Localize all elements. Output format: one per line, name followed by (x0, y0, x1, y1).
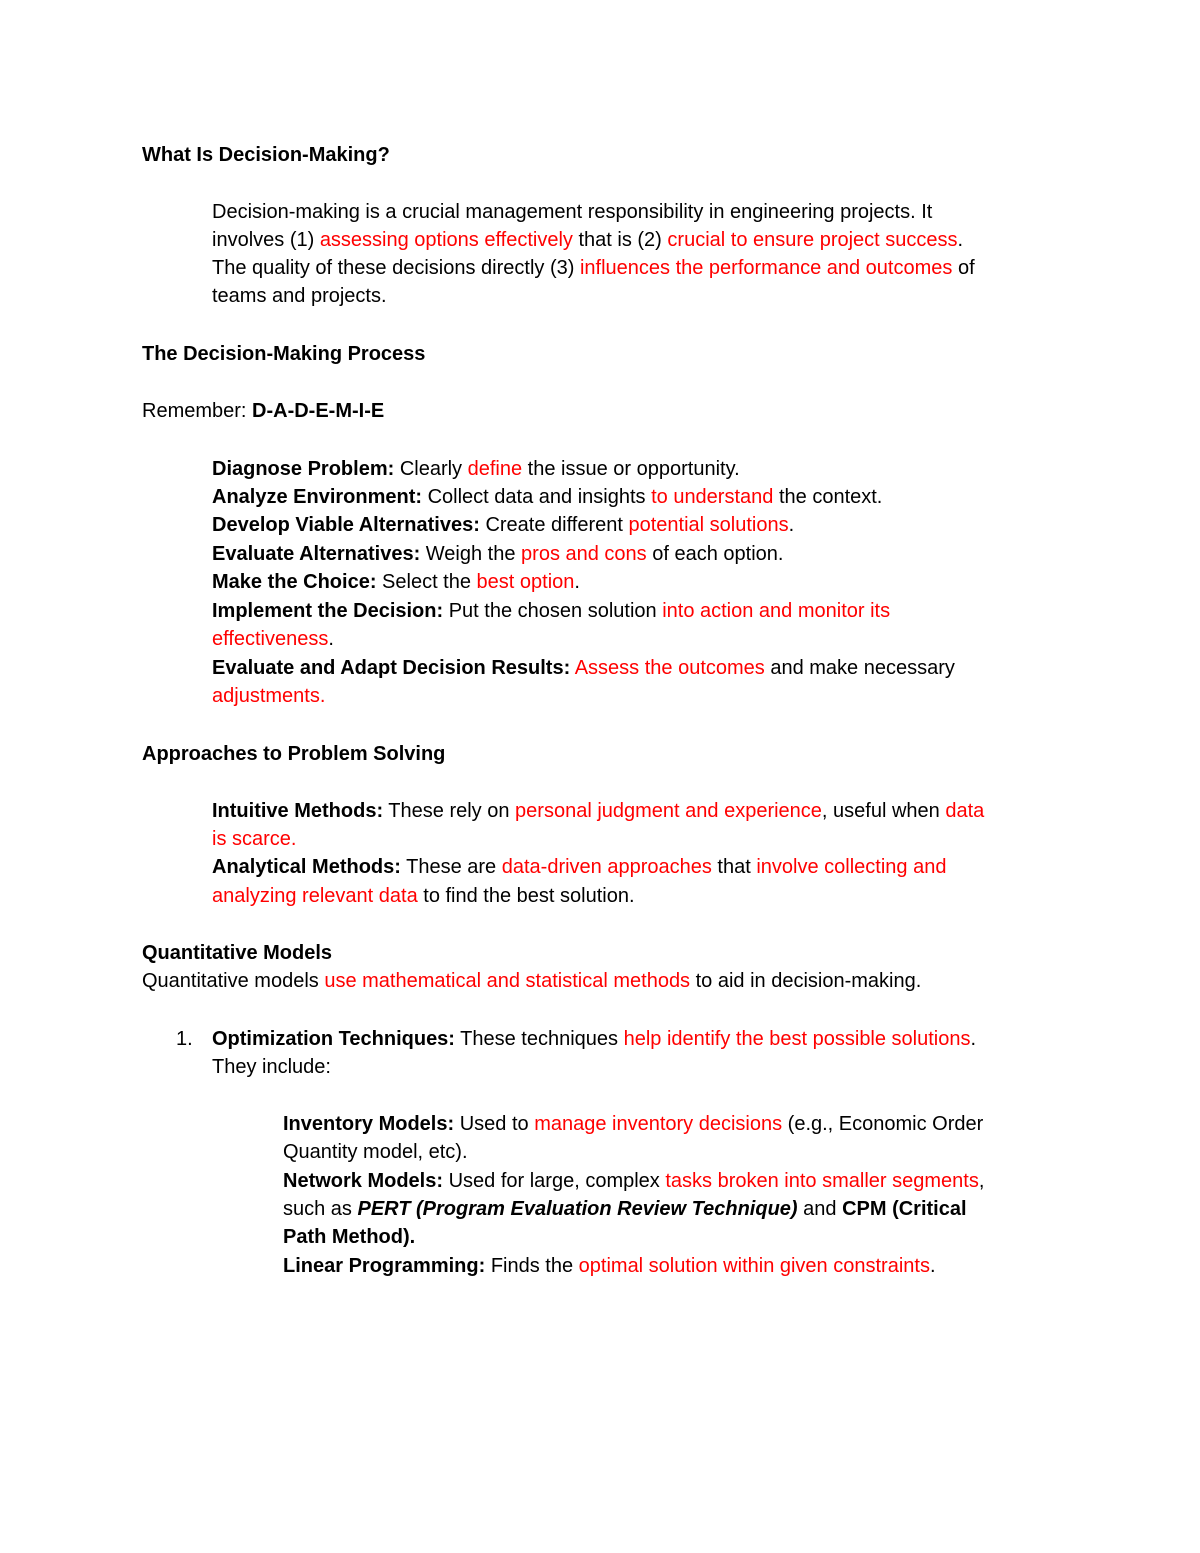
intro-paragraph-line-3: The quality of these decisions directly (3) influences the performance and outcomes of (212, 257, 975, 279)
step-implement-decision-cont: effectiveness. (212, 628, 334, 650)
mnemonic-line: Remember: D-A-D-E-M-I-E (142, 400, 385, 422)
network-models-cont-2: Path Method). (283, 1226, 416, 1248)
analytical-methods-cont: analyzing relevant data to find the best solution. (212, 885, 635, 907)
intro-paragraph-line-4: teams and projects. (212, 285, 387, 307)
linear-programming: Linear Programming: Finds the optimal solution within given constraints. (283, 1255, 936, 1277)
optimization-techniques: Optimization Techniques: These techniques help identify the best possible solutions. (212, 1028, 977, 1050)
heading-approaches: Approaches to Problem Solving (142, 743, 446, 765)
intuitive-methods: Intuitive Methods: These rely on personal judgment and experience, useful when data (212, 800, 985, 822)
quantitative-intro: Quantitative models use mathematical and statistical methods to aid in decision-making. (142, 970, 922, 992)
step-make-choice: Make the Choice: Select the best option. (212, 571, 580, 593)
step-evaluate-adapt: Evaluate and Adapt Decision Results: Assess the outcomes and make necessary (212, 657, 955, 679)
intro-paragraph-line-2: involves (1) assessing options effectively that is (2) crucial to ensure project success. (212, 229, 964, 251)
step-analyze-environment: Analyze Environment: Collect data and insights to understand the context. (212, 486, 883, 508)
heading-quantitative-models: Quantitative Models (142, 942, 333, 964)
mnemonic-value: D-A-D-E-M-I-E (252, 400, 385, 422)
inventory-models-cont: Quantity model, etc). (283, 1141, 468, 1163)
inventory-models: Inventory Models: Used to manage inventory decisions (e.g., Economic Order (283, 1113, 984, 1135)
network-models: Network Models: Used for large, complex tasks broken into smaller segments, (283, 1170, 985, 1192)
intuitive-methods-cont: is scarce. (212, 828, 297, 850)
network-models-cont: such as PERT (Program Evaluation Review Technique) and CPM (Critical (283, 1198, 967, 1220)
list-number: 1. (176, 1028, 193, 1050)
step-develop-alternatives: Develop Viable Alternatives: Create different potential solutions. (212, 514, 795, 536)
step-implement-decision: Implement the Decision: Put the chosen solution into action and monitor its (212, 600, 891, 622)
step-diagnose-problem: Diagnose Problem: Clearly define the issue or opportunity. (212, 458, 740, 480)
optimization-techniques-cont: They include: (212, 1056, 331, 1078)
analytical-methods: Analytical Methods: These are data-driven approaches that involve collecting and (212, 856, 947, 878)
heading-what-is-decision-making: What Is Decision-Making? (142, 144, 390, 166)
heading-decision-making-process: The Decision-Making Process (142, 343, 426, 365)
step-evaluate-adapt-cont: adjustments. (212, 685, 326, 707)
intro-paragraph-line-1: Decision-making is a crucial management responsibility in engineering projects. It (212, 201, 933, 223)
step-evaluate-alternatives: Evaluate Alternatives: Weigh the pros and cons of each option. (212, 543, 784, 565)
